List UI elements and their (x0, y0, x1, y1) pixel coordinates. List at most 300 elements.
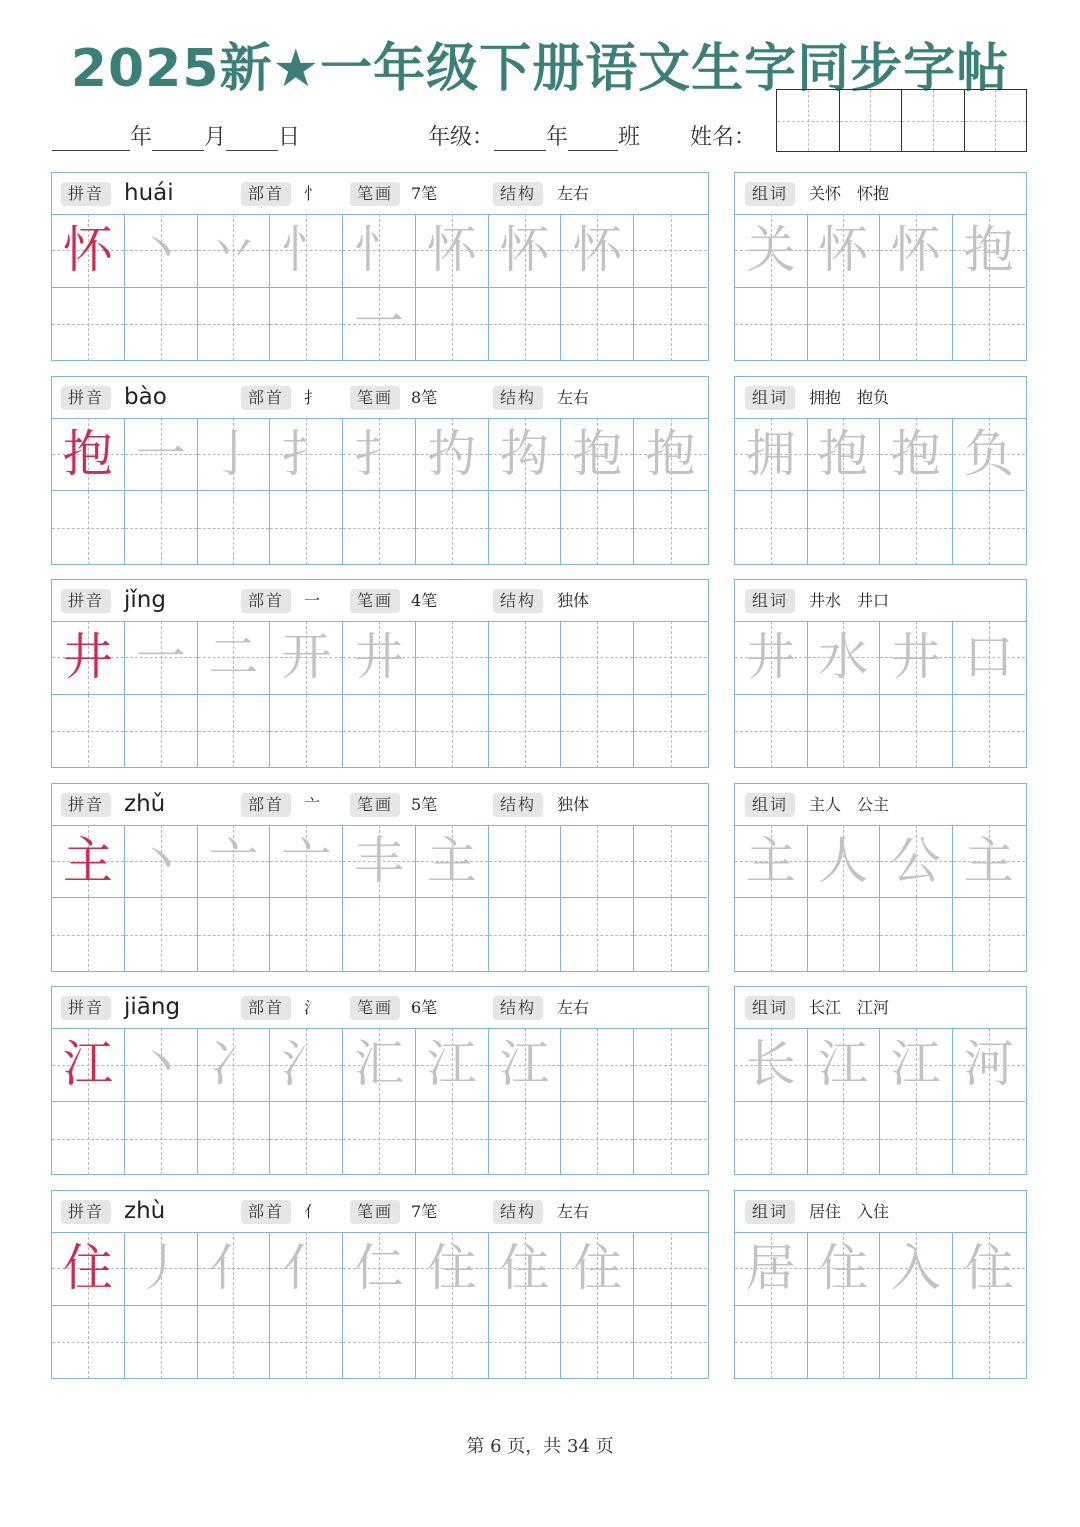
words-tag: 组词 (745, 386, 795, 410)
grid-cell[interactable] (343, 491, 416, 565)
stroke-step-char: 住 (426, 1239, 477, 1297)
grid-cell[interactable] (953, 695, 1026, 769)
grid-cell[interactable] (489, 1306, 562, 1380)
structure-value: 左右 (557, 387, 590, 407)
grid-cell[interactable] (634, 898, 707, 972)
grid-cell[interactable] (270, 418, 343, 492)
grid-cell[interactable] (953, 1028, 1026, 1102)
grid-cell[interactable] (735, 1028, 808, 1102)
radical-value: 亠 (304, 794, 321, 814)
grid-cell[interactable] (561, 288, 634, 362)
grade-year-blank[interactable] (494, 128, 546, 151)
grid-cell[interactable] (270, 825, 343, 899)
radical-tag: 部首 (241, 386, 291, 410)
grid-cell[interactable] (880, 621, 953, 695)
radical-value: 氵 (304, 998, 321, 1018)
grid-cell[interactable] (52, 898, 125, 972)
grid-cell[interactable] (270, 214, 343, 288)
stroke-step-char: 二 (208, 628, 259, 687)
strokes-value: 7笔 (411, 184, 438, 203)
main-character: 主 (62, 831, 113, 890)
words-tag: 组词 (745, 1200, 795, 1224)
stroke-step-char: 抱 (645, 424, 696, 483)
word-trace-char: 井 (890, 628, 941, 687)
grid-cell[interactable] (489, 1028, 562, 1102)
strokes-tag: 笔画 (350, 793, 400, 817)
grid-cell[interactable] (953, 825, 1026, 899)
structure-value: 左右 (557, 184, 590, 203)
grid-cell[interactable] (808, 1028, 881, 1102)
grid-cell[interactable] (953, 898, 1026, 972)
grid-cell[interactable] (270, 1232, 343, 1306)
grid-cell[interactable] (561, 695, 634, 769)
stroke-step-char: 江 (499, 1035, 550, 1094)
info-header (52, 784, 708, 826)
structure-tag: 结构 (493, 589, 543, 613)
word-trace-char: 抱 (963, 221, 1014, 279)
grid-cell[interactable] (561, 621, 634, 695)
day-blank[interactable] (226, 128, 278, 151)
structure-tag: 结构 (493, 182, 543, 206)
grid-cell[interactable] (634, 1306, 707, 1380)
pinyin-value: huái (124, 180, 174, 206)
grid-cell[interactable] (561, 1102, 634, 1176)
grid-cell[interactable] (489, 898, 562, 972)
pinyin-value: jǐng (124, 587, 166, 614)
grid-cell[interactable] (953, 418, 1026, 492)
grid-cell[interactable] (125, 898, 198, 972)
character-practice-block (51, 172, 709, 361)
grid-cell[interactable] (953, 1306, 1026, 1380)
grid-cell[interactable] (489, 214, 562, 288)
words-header (735, 580, 1026, 622)
strokes-value: 8笔 (411, 387, 438, 407)
grid-cell[interactable] (735, 214, 808, 288)
grid-cell[interactable] (808, 825, 881, 899)
grid-cell[interactable] (343, 695, 416, 769)
character-practice-block (51, 579, 709, 768)
grid-cell[interactable] (561, 418, 634, 492)
grid-cell[interactable] (125, 288, 198, 362)
words-tag: 组词 (745, 589, 795, 613)
word-trace-char: 江 (890, 1035, 941, 1094)
stroke-step-char: 汇 (353, 1035, 404, 1094)
grid-cell[interactable] (808, 898, 881, 972)
grid-cell[interactable] (634, 491, 707, 565)
word-trace-char: 住 (818, 1239, 869, 1297)
grid-cell[interactable] (880, 214, 953, 288)
grid-cell[interactable] (270, 1028, 343, 1102)
grid-cell[interactable] (489, 491, 562, 565)
grid-cell[interactable] (880, 288, 953, 362)
structure-value: 左右 (557, 998, 590, 1018)
grid-cell[interactable] (416, 1306, 489, 1380)
grid-cell[interactable] (343, 214, 416, 351)
grid-cell[interactable] (735, 695, 808, 769)
stroke-step-char: 忄一 (353, 221, 404, 351)
grid-cell[interactable] (416, 898, 489, 972)
grid-cell[interactable] (561, 1232, 634, 1306)
info-header (52, 377, 708, 419)
grid-cell[interactable] (880, 1102, 953, 1176)
structure-value: 独体 (557, 794, 590, 814)
word-trace-char: 抱 (890, 424, 941, 483)
structure-tag: 结构 (493, 793, 543, 817)
stroke-step-char: 一 (135, 628, 186, 687)
stroke-step-char: 亻 (208, 1239, 259, 1297)
grid-cell[interactable] (52, 418, 125, 492)
pinyin-tag: 拼音 (61, 589, 111, 613)
grid-cell[interactable] (270, 898, 343, 972)
grid-cell[interactable] (489, 825, 562, 899)
writing-grid (52, 1232, 708, 1378)
grid-cell[interactable] (198, 418, 271, 492)
info-header (52, 580, 708, 622)
grid-cell[interactable] (343, 621, 416, 695)
grid-cell[interactable] (735, 1232, 808, 1306)
stroke-step-char: 主 (426, 831, 477, 890)
stroke-step-char: 开 (281, 628, 332, 687)
grid-cell[interactable] (343, 1028, 416, 1102)
page-title: 2025新★一年级下册语文生字同步字帖 (70, 39, 1010, 99)
word-trace-char: 关 (745, 221, 796, 279)
grid-cell[interactable] (634, 214, 707, 288)
grid-cell[interactable] (561, 214, 634, 288)
writing-grid (52, 1028, 708, 1174)
word-trace-char: 河 (963, 1035, 1014, 1094)
grid-cell[interactable] (735, 418, 808, 492)
writing-grid (52, 825, 708, 971)
grid-cell[interactable] (52, 214, 125, 288)
grid-cell[interactable] (489, 288, 562, 362)
grid-cell[interactable] (561, 491, 634, 565)
month-blank[interactable] (152, 128, 204, 151)
grid-cell[interactable] (489, 1102, 562, 1176)
pinyin-tag: 拼音 (61, 386, 111, 410)
stroke-step-char: 住 (499, 1239, 550, 1297)
grid-cell[interactable] (634, 1102, 707, 1176)
stroke-step-char: 仁 (353, 1239, 404, 1297)
words-header (735, 784, 1026, 826)
main-character: 怀 (62, 221, 113, 279)
grid-cell[interactable] (735, 825, 808, 899)
grid-cell[interactable] (52, 491, 125, 565)
grid-cell[interactable] (953, 1232, 1026, 1306)
strokes-value: 5笔 (411, 794, 438, 814)
grid-cell[interactable] (198, 1232, 271, 1306)
words-header (735, 987, 1026, 1029)
grid-cell[interactable] (52, 1102, 125, 1176)
radical-value: 一 (304, 591, 321, 611)
stroke-step-char: 怀 (426, 221, 477, 279)
grid-cell[interactable] (52, 1028, 125, 1102)
stroke-step-char: 忄 (281, 221, 332, 279)
day-label: 日 (278, 125, 301, 150)
grid-cell[interactable] (634, 695, 707, 769)
grid-cell[interactable] (880, 1232, 953, 1306)
stroke-step-char: 住 (572, 1239, 623, 1297)
grid-cell[interactable] (416, 418, 489, 492)
grid-cell[interactable] (198, 825, 271, 899)
word-trace-char: 入 (890, 1239, 941, 1297)
grid-cell[interactable] (489, 695, 562, 769)
grid-cell[interactable] (561, 1028, 634, 1102)
grid-cell[interactable] (735, 1102, 808, 1176)
stroke-step-char: 丶 (135, 221, 186, 279)
strokes-tag: 笔画 (350, 589, 400, 613)
pinyin-tag: 拼音 (61, 996, 111, 1020)
grid-cell[interactable] (634, 825, 707, 899)
grid-cell[interactable] (489, 418, 562, 492)
name-cell[interactable] (965, 90, 1027, 151)
strokes-tag: 笔画 (350, 996, 400, 1020)
word-trace-char: 井 (745, 628, 796, 687)
stroke-step-char: 江 (426, 1035, 477, 1094)
grid-cell[interactable] (125, 491, 198, 565)
grid-cell[interactable] (198, 1102, 271, 1176)
main-character: 抱 (62, 424, 113, 483)
grid-cell[interactable] (735, 621, 808, 695)
grid-cell[interactable] (125, 214, 198, 288)
strokes-tag: 笔画 (350, 182, 400, 206)
grid-cell[interactable] (880, 1306, 953, 1380)
info-header (52, 987, 708, 1029)
stroke-step-char: 抅 (499, 424, 550, 483)
grid-cell[interactable] (343, 418, 416, 492)
grid-cell[interactable] (270, 491, 343, 565)
word-trace-char: 拥 (745, 424, 796, 483)
grid-cell[interactable] (808, 1306, 881, 1380)
grid-cell[interactable] (343, 1102, 416, 1176)
grid-cell[interactable] (735, 898, 808, 972)
writing-grid (52, 621, 708, 767)
word-practice-block (734, 783, 1027, 972)
stroke-step-char: 丿 (135, 1239, 186, 1297)
grid-cell[interactable] (125, 695, 198, 769)
grid-cell[interactable] (808, 621, 881, 695)
name-label: 姓名： (690, 125, 757, 150)
grid-cell[interactable] (416, 288, 489, 362)
stroke-step-char: 怀 (572, 221, 623, 279)
grid-cell[interactable] (52, 1306, 125, 1380)
grid-cell[interactable] (880, 491, 953, 565)
grid-cell[interactable] (343, 1306, 416, 1380)
strokes-value: 7笔 (411, 1202, 438, 1221)
name-writing-grid[interactable] (776, 89, 1027, 152)
grid-cell[interactable] (489, 1232, 562, 1306)
grid-cell[interactable] (634, 621, 707, 695)
structure-tag: 结构 (493, 1200, 543, 1224)
pinyin-tag: 拼音 (61, 1200, 111, 1224)
stroke-step-char: 井 (353, 628, 404, 687)
grid-cell[interactable] (270, 1102, 343, 1176)
grid-cell[interactable] (634, 418, 707, 492)
main-character: 住 (62, 1239, 113, 1297)
grid-cell[interactable] (343, 898, 416, 972)
pinyin-tag: 拼音 (61, 793, 111, 817)
year-blank[interactable] (52, 128, 130, 151)
writing-grid (735, 621, 1026, 767)
words-header (735, 1191, 1026, 1233)
character-practice-block (51, 783, 709, 972)
radical-value: 忄 (304, 184, 321, 203)
grid-cell[interactable] (125, 1306, 198, 1380)
grid-cell[interactable] (270, 288, 343, 362)
grid-cell[interactable] (416, 825, 489, 899)
writing-grid (735, 214, 1026, 360)
grid-cell[interactable] (125, 1028, 198, 1102)
grid-cell[interactable] (561, 1306, 634, 1380)
grid-cell[interactable] (125, 418, 198, 492)
grid-cell[interactable] (561, 898, 634, 972)
grid-cell[interactable] (953, 621, 1026, 695)
writing-grid (735, 1028, 1026, 1174)
grid-cell[interactable] (735, 288, 808, 362)
stroke-step-char: 丰 (353, 831, 404, 890)
grid-cell[interactable] (416, 491, 489, 565)
grid-cell[interactable] (270, 695, 343, 769)
grid-cell[interactable] (52, 288, 125, 362)
class-label: 班 (618, 125, 641, 150)
word-practice-block (734, 1190, 1027, 1379)
stroke-step-char: 扚 (426, 424, 477, 483)
word-practice-block (734, 376, 1027, 565)
grid-cell[interactable] (52, 825, 125, 899)
grid-cell[interactable] (953, 214, 1026, 288)
words-value: 关怀 怀抱 (809, 184, 890, 203)
grid-cell[interactable] (735, 1306, 808, 1380)
pinyin-value: zhǔ (124, 790, 166, 817)
month-label: 月 (204, 125, 227, 150)
grid-cell[interactable] (343, 1232, 416, 1306)
grid-cell[interactable] (880, 1028, 953, 1102)
words-tag: 组词 (745, 793, 795, 817)
grid-cell[interactable] (953, 288, 1026, 362)
grid-cell[interactable] (808, 1232, 881, 1306)
grid-cell[interactable] (634, 1232, 707, 1306)
stroke-step-char: 冫 (208, 1035, 259, 1094)
grid-cell[interactable] (953, 491, 1026, 565)
name-cell[interactable] (777, 90, 840, 151)
grid-cell[interactable] (198, 1028, 271, 1102)
words-value: 拥抱 抱负 (809, 387, 890, 407)
word-trace-char: 主 (963, 831, 1014, 890)
grid-cell[interactable] (808, 418, 881, 492)
stroke-step-char: 扌 (281, 424, 332, 483)
grid-cell[interactable] (198, 288, 271, 362)
grid-cell[interactable] (343, 825, 416, 899)
grid-cell[interactable] (125, 825, 198, 899)
grid-cell[interactable] (880, 825, 953, 899)
words-header (735, 377, 1026, 419)
strokes-tag: 笔画 (350, 1200, 400, 1224)
grid-cell[interactable] (198, 898, 271, 972)
name-row (690, 120, 756, 154)
grid-cell[interactable] (416, 621, 489, 695)
grid-cell[interactable] (52, 1232, 125, 1306)
grid-cell[interactable] (634, 1028, 707, 1102)
grid-cell[interactable] (198, 621, 271, 695)
radical-tag: 部首 (241, 1200, 291, 1224)
grid-cell[interactable] (880, 898, 953, 972)
grid-cell[interactable] (270, 621, 343, 695)
grid-cell[interactable] (808, 491, 881, 565)
grid-cell[interactable] (808, 695, 881, 769)
grid-cell[interactable] (416, 1232, 489, 1306)
words-value: 井水 井口 (809, 591, 890, 611)
stroke-step-char: 亠 (281, 831, 332, 890)
stroke-step-char: 亠 (208, 831, 259, 890)
stroke-step-char: 丶 (135, 1035, 186, 1094)
grid-cell[interactable] (561, 825, 634, 899)
grid-cell[interactable] (125, 1102, 198, 1176)
name-cell[interactable] (840, 90, 903, 151)
grid-cell[interactable] (198, 491, 271, 565)
grid-cell[interactable] (270, 1306, 343, 1380)
grid-cell[interactable] (52, 695, 125, 769)
grid-cell[interactable] (52, 621, 125, 695)
grid-cell[interactable] (808, 214, 881, 288)
word-trace-char: 主 (745, 831, 796, 890)
grid-cell[interactable] (416, 695, 489, 769)
grid-cell[interactable] (198, 695, 271, 769)
stroke-step-char: 一 (135, 424, 186, 483)
name-cell[interactable] (902, 90, 965, 151)
radical-value: 扌 (304, 387, 321, 407)
info-header (52, 173, 708, 215)
character-practice-block (51, 1190, 709, 1379)
grid-cell[interactable] (808, 288, 881, 362)
structure-value: 左右 (557, 1202, 590, 1221)
grid-cell[interactable] (880, 695, 953, 769)
pinyin-tag: 拼音 (61, 182, 111, 206)
grid-cell[interactable] (880, 418, 953, 492)
grid-cell[interactable] (198, 1306, 271, 1380)
grid-cell[interactable] (416, 1102, 489, 1176)
grid-cell[interactable] (735, 491, 808, 565)
pinyin-value: zhù (124, 1198, 166, 1224)
strokes-tag: 笔画 (350, 386, 400, 410)
year-label: 年 (130, 125, 153, 150)
grid-cell[interactable] (198, 214, 271, 288)
pinyin-value: bào (124, 383, 167, 410)
stroke-step-char: 亻 (281, 1239, 332, 1297)
word-trace-char: 住 (963, 1239, 1014, 1297)
stroke-step-char: 抱 (572, 424, 623, 483)
stroke-step-char: 亅 (208, 424, 259, 483)
grid-cell[interactable] (953, 1102, 1026, 1176)
word-practice-block (734, 986, 1027, 1175)
grid-cell[interactable] (416, 214, 489, 288)
word-practice-block (734, 579, 1027, 768)
main-character: 江 (62, 1035, 113, 1094)
structure-tag: 结构 (493, 386, 543, 410)
stroke-step-char: 怀 (499, 221, 550, 279)
pinyin-value: jiāng (124, 994, 181, 1021)
grid-cell[interactable] (125, 1232, 198, 1306)
class-blank[interactable] (568, 128, 618, 151)
grid-cell[interactable] (416, 1028, 489, 1102)
page-footer: 第 6 页，共 34 页 (466, 1436, 614, 1457)
stroke-step-char: 氵 (281, 1035, 332, 1094)
grid-cell[interactable] (808, 1102, 881, 1176)
stroke-step-char: 丶 (135, 831, 186, 890)
grid-cell[interactable] (125, 621, 198, 695)
stroke-step-char: 丷 (208, 221, 259, 279)
grid-cell[interactable] (634, 288, 707, 362)
grade-year-label: 年 (546, 125, 569, 150)
grid-cell[interactable] (489, 621, 562, 695)
